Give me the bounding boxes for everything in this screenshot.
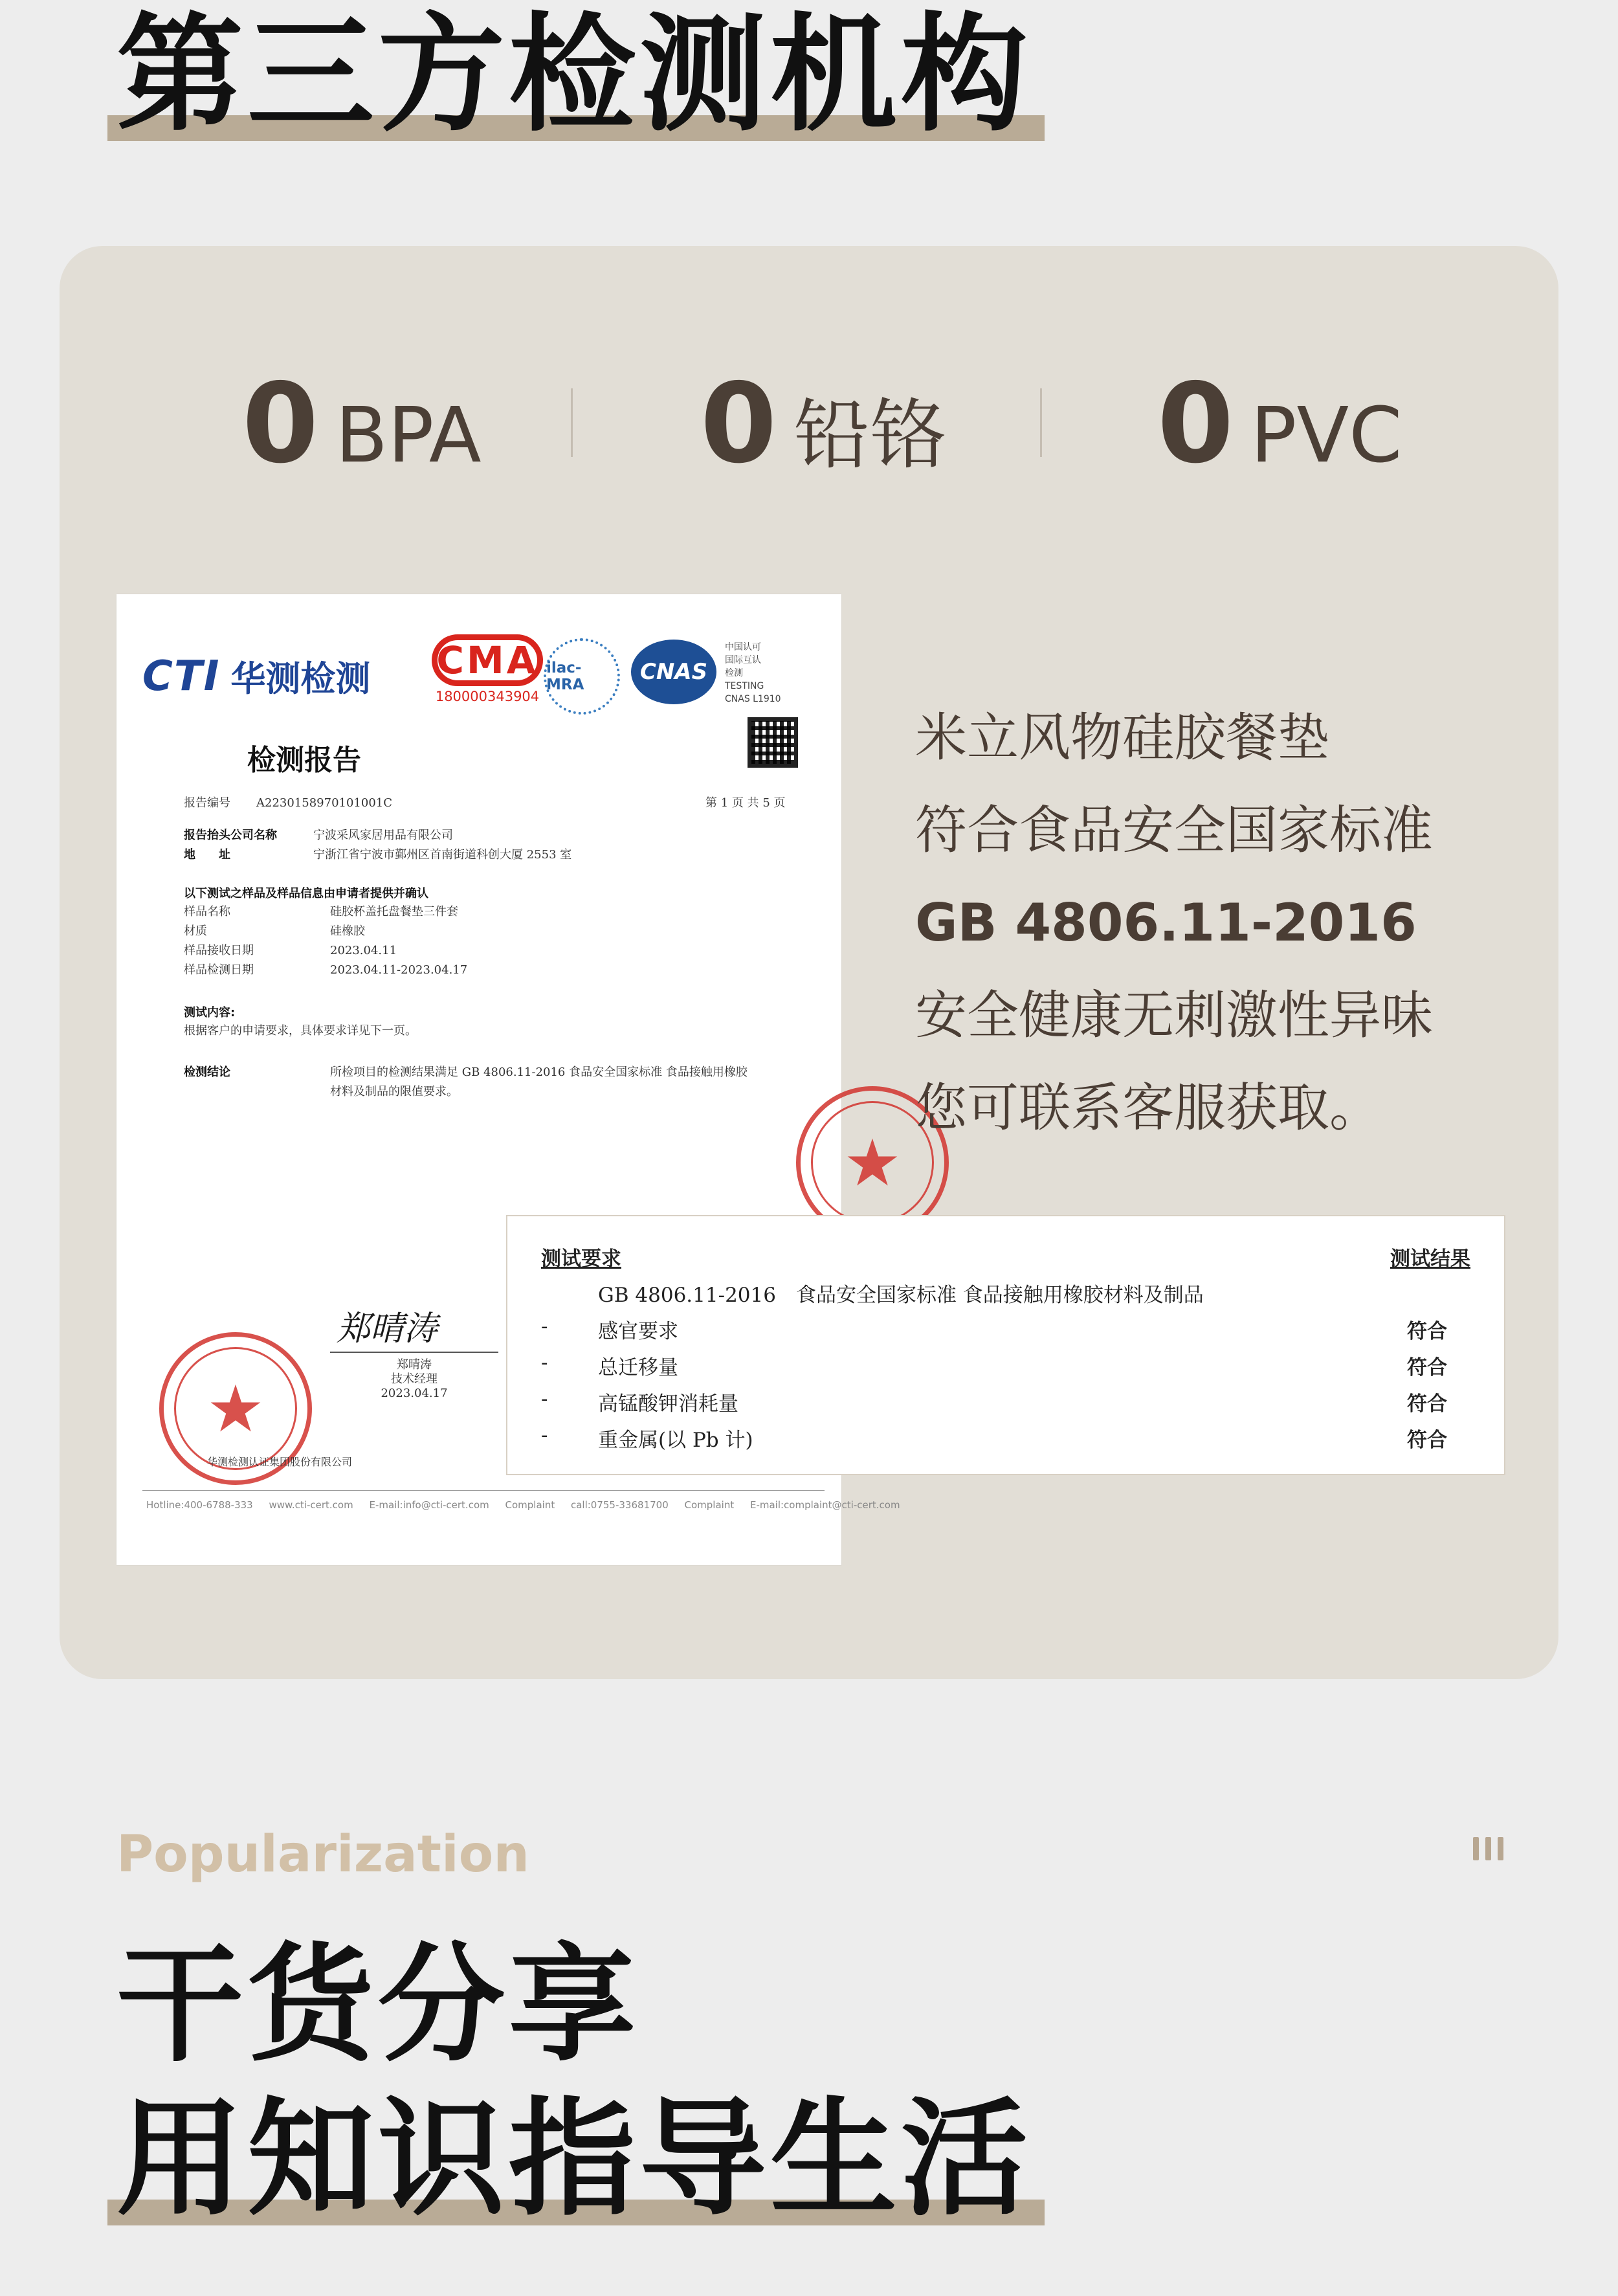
cma-logo: CMA 180000343904 <box>426 634 549 704</box>
sample-note: 以下测试之样品及样品信息由申请者提供并确认 <box>184 887 428 900</box>
section-label: Popularization <box>116 1825 529 1884</box>
field-value: 硅胶杯盖托盘餐垫三件套 <box>330 905 458 919</box>
section-subheading: 用知识指导生活 <box>116 2096 1032 2223</box>
row-dash: - <box>541 1315 548 1338</box>
stat-divider <box>1040 388 1042 457</box>
result-value: 符合 <box>1407 1429 1447 1452</box>
results-header-result: 测试结果 <box>1390 1247 1470 1271</box>
result-item: 感官要求 <box>598 1320 678 1343</box>
conclusion-line-2: 材料及制品的限值要求。 <box>330 1085 458 1098</box>
signature-block <box>330 1310 498 1401</box>
sign-date: 2023.04.17 <box>381 1387 448 1400</box>
conclusion-line-1: 所检项目的检测结果满足 GB 4806.11-2016 食品安全国家标准 食品接触用橡胶 <box>330 1065 748 1079</box>
section-heading: 干货分享 <box>116 1932 640 2079</box>
field-value: 2023.04.11 <box>330 944 397 957</box>
row-dash: - <box>541 1387 548 1410</box>
cnas-logo: CNAS <box>631 640 716 704</box>
standard-number: GB 4806.11-2016 <box>915 893 1417 953</box>
result-item: 高锰酸钾消耗量 <box>598 1392 738 1416</box>
stat-pvc: 0 PVC <box>1157 360 1402 488</box>
field-label: 样品名称 <box>184 905 230 919</box>
field-label: 材质 <box>184 924 207 938</box>
menu-icon <box>1473 1837 1503 1860</box>
row-dash: - <box>541 1351 548 1374</box>
result-item: 重金属(以 Pb 计) <box>598 1429 753 1452</box>
description-line: 安全健康无刺激性异味 <box>915 985 1433 1045</box>
field-label: 样品接收日期 <box>184 944 254 957</box>
test-results-table <box>506 1215 1505 1475</box>
product-description <box>915 691 1433 1154</box>
conclusion-label: 检测结论 <box>184 1065 230 1079</box>
report-footer: Hotline:400-6788-333 www.cti-cert.com E-mail:info@cti-cert.com Complaint call:0755-33681700 Complaint E-mail:complaint@cti-cert.com <box>146 1499 900 1511</box>
signer-title: 技术经理 <box>391 1372 438 1386</box>
content-text: 根据客户的申请要求，具体要求详见下一页。 <box>184 1024 417 1038</box>
cnas-caption: 中国认可 国际互认 检测 TESTING CNAS L1910 <box>725 642 781 704</box>
page-info: 第 1 页 共 5 页 <box>705 796 786 810</box>
report-number: A2230158970101001C <box>256 796 393 810</box>
signer-name: 郑晴涛 <box>397 1358 432 1372</box>
stat-lead-chrome: 0 铅铬 <box>700 360 947 488</box>
result-value: 符合 <box>1407 1392 1447 1416</box>
right-red-seal: ★ <box>796 1086 949 1239</box>
field-label: 样品检测日期 <box>184 963 254 977</box>
content-label: 测试内容: <box>184 1006 236 1020</box>
stat-divider <box>571 388 573 457</box>
cti-logo: CTI 华测检测 <box>142 652 371 700</box>
results-header-requirement: 测试要求 <box>541 1247 621 1271</box>
footer-divider <box>142 1490 825 1491</box>
address-label: 地 址 <box>184 848 230 862</box>
qr-code <box>748 717 798 768</box>
result-item: 总迁移量 <box>598 1356 678 1379</box>
company-red-seal: ★ <box>159 1332 312 1485</box>
results-standard: GB 4806.11-2016 食品安全国家标准 食品接触用橡胶材料及制品 <box>598 1284 1204 1307</box>
ilac-mra-logo: ilac-MRA <box>544 638 620 715</box>
stat-bpa: 0 BPA <box>242 360 482 488</box>
stats-row <box>60 360 1558 488</box>
issuer: 华测检测认证集团股份有限公司 <box>207 1456 353 1468</box>
description-line: 米立风物硅胶餐垫 <box>915 708 1329 768</box>
company-name: 宁波采风家居用品有限公司 <box>313 829 453 842</box>
address: 宁浙江省宁波市鄞州区首南街道科创大厦 2553 室 <box>313 848 572 862</box>
page-title: 第三方检测机构 <box>116 12 1032 139</box>
handwritten-signature: 郑晴涛 <box>337 1310 438 1348</box>
field-value: 2023.04.11-2023.04.17 <box>330 963 468 977</box>
field-value: 硅橡胶 <box>330 924 365 938</box>
report-title: 检测报告 <box>247 744 361 777</box>
description-line: 您可联系客服获取。 <box>915 1078 1381 1138</box>
report-number-label: 报告编号 <box>184 796 230 810</box>
description-line: 符合食品安全国家标准 <box>915 800 1433 860</box>
result-value: 符合 <box>1407 1356 1447 1379</box>
company-label: 报告抬头公司名称 <box>184 829 277 842</box>
result-value: 符合 <box>1407 1320 1447 1343</box>
row-dash: - <box>541 1423 548 1447</box>
